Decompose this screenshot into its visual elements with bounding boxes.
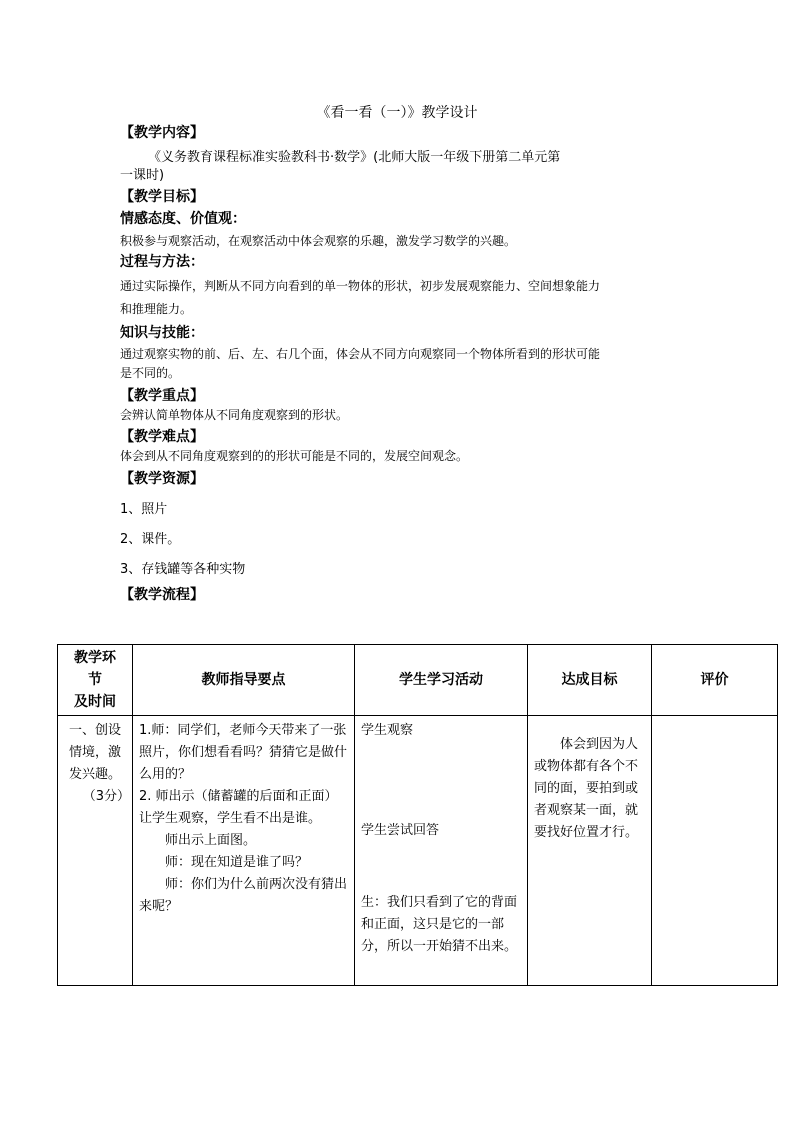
stage-line: 情境，激 — [68, 745, 121, 760]
stage-line: 发兴趣。 — [68, 767, 121, 782]
document-title: 《看一看（一）》教学设计 — [316, 105, 478, 121]
header-stage-line: 节 — [88, 672, 102, 688]
teacher-point: 1.师：同学们，老师今天带来了一张照片，你们想看看吗？猜猜它是做什么用的？ — [139, 723, 348, 782]
goal-text: 体会到因为人或物体都有各个不同的面，要拍到或者观察某一面，就要找好位置才行。 — [534, 737, 639, 840]
content-heading: 【教学内容】 — [120, 125, 204, 141]
resource-item: 3、存钱罐等各种实物 — [120, 562, 246, 577]
header-student: 学生学习活动 — [355, 645, 528, 716]
difficulties-heading: 【教学难点】 — [120, 429, 204, 445]
key-points-heading: 【教学重点】 — [120, 388, 204, 404]
row1-teacher — [133, 716, 355, 986]
process-heading: 过程与方法： — [120, 254, 204, 270]
header-stage-line: 及时间 — [74, 694, 116, 710]
header-goal: 达成目标 — [528, 645, 652, 716]
row1-student — [355, 716, 528, 986]
header-stage — [58, 645, 133, 716]
content-text-line1: 《义务教育课程标准实验教科书·数学》(北师大版一年级下册第二单元第 — [148, 150, 561, 165]
student-activity: 学生尝试回答 — [361, 823, 440, 838]
resources-heading: 【教学资源】 — [120, 471, 204, 487]
knowledge-text-line2: 是不同的。 — [120, 366, 181, 380]
teacher-point: 师：现在知道是谁了吗？ — [165, 855, 309, 870]
row1-evaluation — [652, 716, 778, 986]
emotion-heading: 情感态度、价值观： — [120, 211, 246, 227]
emotion-text: 积极参与观察活动，在观察活动中体会观察的乐趣，激发学习数学的兴趣。 — [120, 234, 517, 248]
table-row — [58, 716, 778, 986]
resource-item: 2、课件。 — [120, 532, 181, 547]
teacher-point: 师出示上面图。 — [165, 833, 257, 848]
teacher-point: 2. 师出示（储蓄罐的后面和正面）让学生观察，学生看不出是谁。 — [139, 789, 338, 826]
student-activity: 生：我们只看到了它的背面和正面，这只是它的一部分，所以一开始猜不出来。 — [361, 895, 518, 954]
process-text-line1: 通过实际操作，判断从不同方向看到的单一物体的形状，初步发展观察能力、空间想象能力 — [120, 279, 601, 293]
key-points-text: 会辨认简单物体从不同角度观察到的形状。 — [120, 408, 349, 422]
flow-heading: 【教学流程】 — [120, 587, 204, 603]
teaching-flow-table — [57, 644, 778, 986]
stage-line: （3分） — [82, 789, 130, 804]
row1-stage — [58, 716, 133, 986]
row1-goal — [528, 716, 652, 986]
header-stage-line: 教学环 — [74, 650, 116, 666]
resource-item: 1、照片 — [120, 502, 168, 517]
difficulties-text: 体会到从不同角度观察到的的形状可能是不同的，发展空间观念。 — [120, 449, 469, 463]
student-activity: 学生观察 — [361, 723, 414, 738]
process-text-line2: 和推理能力。 — [120, 302, 193, 316]
stage-line: 一、创设 — [68, 723, 121, 738]
evaluation-text — [652, 716, 777, 724]
header-evaluation: 评价 — [652, 645, 778, 716]
knowledge-text-line1: 通过观察实物的前、后、左、右几个面，体会从不同方向观察同一个物体所看到的形状可能 — [120, 347, 601, 361]
knowledge-heading: 知识与技能： — [120, 325, 204, 341]
content-text-line2: 一课时) — [120, 168, 165, 183]
table-header-row — [58, 645, 778, 716]
header-teacher: 教师指导要点 — [133, 645, 355, 716]
goals-heading: 【教学目标】 — [120, 189, 204, 205]
teacher-point: 师：你们为什么前两次没有猜出来呢？ — [139, 877, 348, 914]
